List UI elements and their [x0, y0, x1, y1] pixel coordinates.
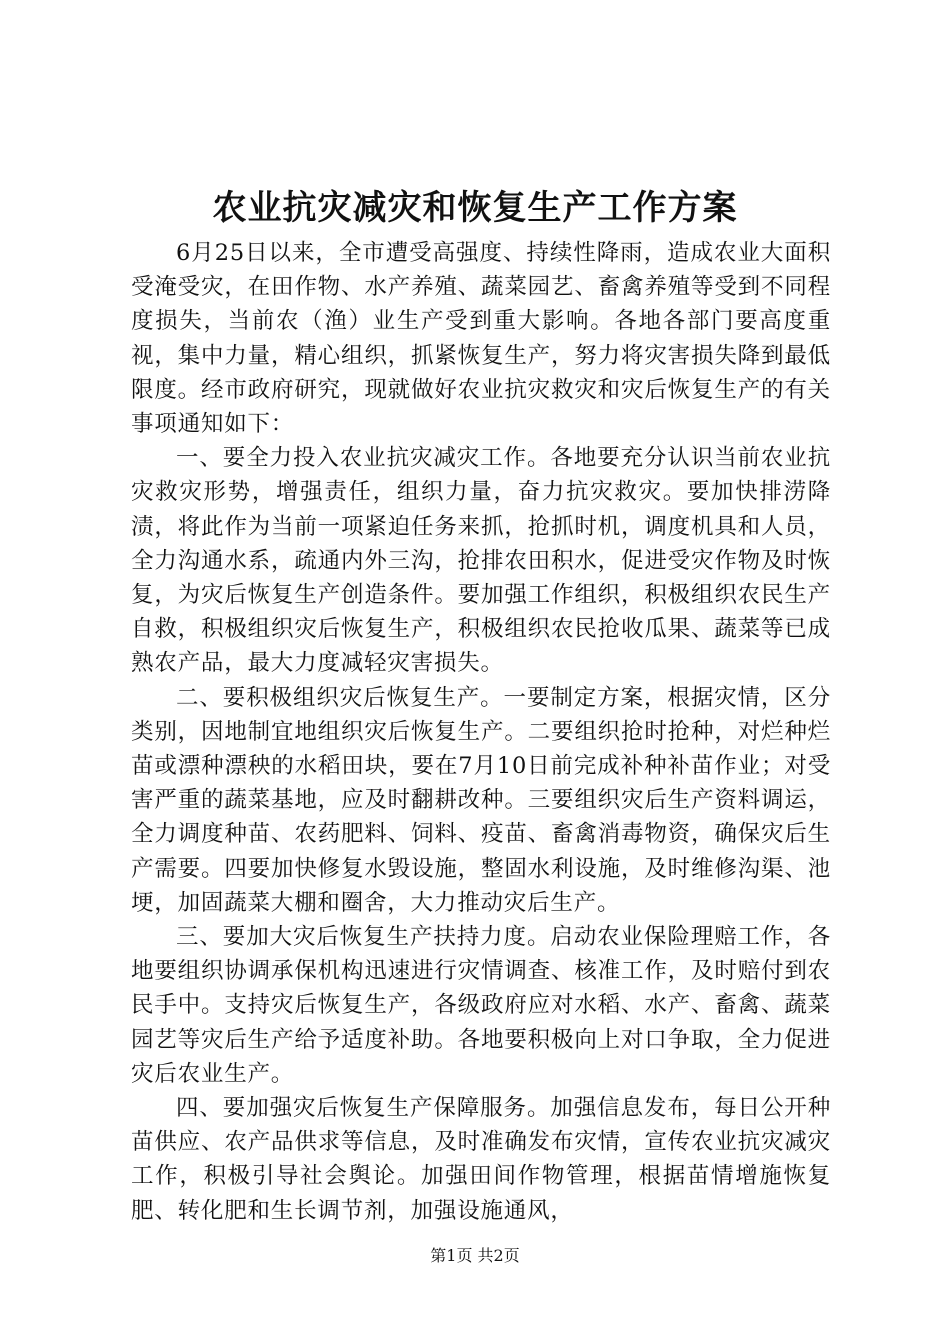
document-body [131, 236, 831, 1228]
document-title: 农业抗灾减灾和恢复生产工作方案 [212, 188, 738, 228]
paragraph-intro: 6月25日以来，全市遭受高强度、持续性降雨，造成农业大面积受淹受灾，在田作物、水产养殖、蔬菜园艺、畜禽养殖等受到不同程度损失，当前农（渔）业生产受到重大影响。各地各部门要高度重视，集中力量，精心组织，抓紧恢复生产，努力将灾害损失降到最低限度。经市政府研究，现就做好农业抗灾救灾和灾后恢复生产的有关事项通知如下： [131, 240, 831, 438]
paragraph-section-2: 二、要积极组织灾后恢复生产。一要制定方案，根据灾情，区分类别，因地制宜地组织灾后恢复生产。二要组织抢时抢种，对烂种烂苗或漂种漂秧的水稻田块，要在7月10日前完成补种补苗作业；对受害严重的蔬菜基地，应及时翻耕改种。三要组织灾后生产资料调运，全力调度种苗、农药肥料、饲料、疫苗、畜禽消毒物资，确保灾后生产需要。四要加快修复水毁设施，整固水利设施，及时维修沟渠、池埂，加固蔬菜大棚和圈舍，大力推动灾后生产。 [131, 684, 831, 916]
page-number-footer: 第1页 共2页 [430, 1246, 520, 1265]
paragraph-section-3: 三、要加大灾后恢复生产扶持力度。启动农业保险理赔工作，各地要组织协调承保机构迅速进行灾情调查、核准工作，及时赔付到农民手中。支持灾后恢复生产，各级政府应对水稻、水产、畜禽、蔬菜园艺等灾后生产给予适度补助。各地要积极向上对口争取，全力促进灾后农业生产。 [131, 924, 831, 1087]
paragraph-section-1: 一、要全力投入农业抗灾减灾工作。各地要充分认识当前农业抗灾救灾形势，增强责任，组织力量，奋力抗灾救灾。要加快排涝降渍，将此作为当前一项紧迫任务来抓，抢抓时机，调度机具和人员，全力沟通水系，疏通内外三沟，抢排农田积水，促进受灾作物及时恢复，为灾后恢复生产创造条件。要加强工作组织，积极组织农民生产自救，积极组织灾后恢复生产，积极组织农民抢收瓜果、蔬菜等已成熟农产品，最大力度减轻灾害损失。 [131, 445, 831, 677]
paragraph-section-4: 四、要加强灾后恢复生产保障服务。加强信息发布，每日公开种苗供应、农产品供求等信息，及时准确发布灾情，宣传农业抗灾减灾工作，积极引导社会舆论。加强田间作物管理，根据苗情增施恢复肥、转化肥和生长调节剂，加强设施通风， [131, 1095, 831, 1224]
